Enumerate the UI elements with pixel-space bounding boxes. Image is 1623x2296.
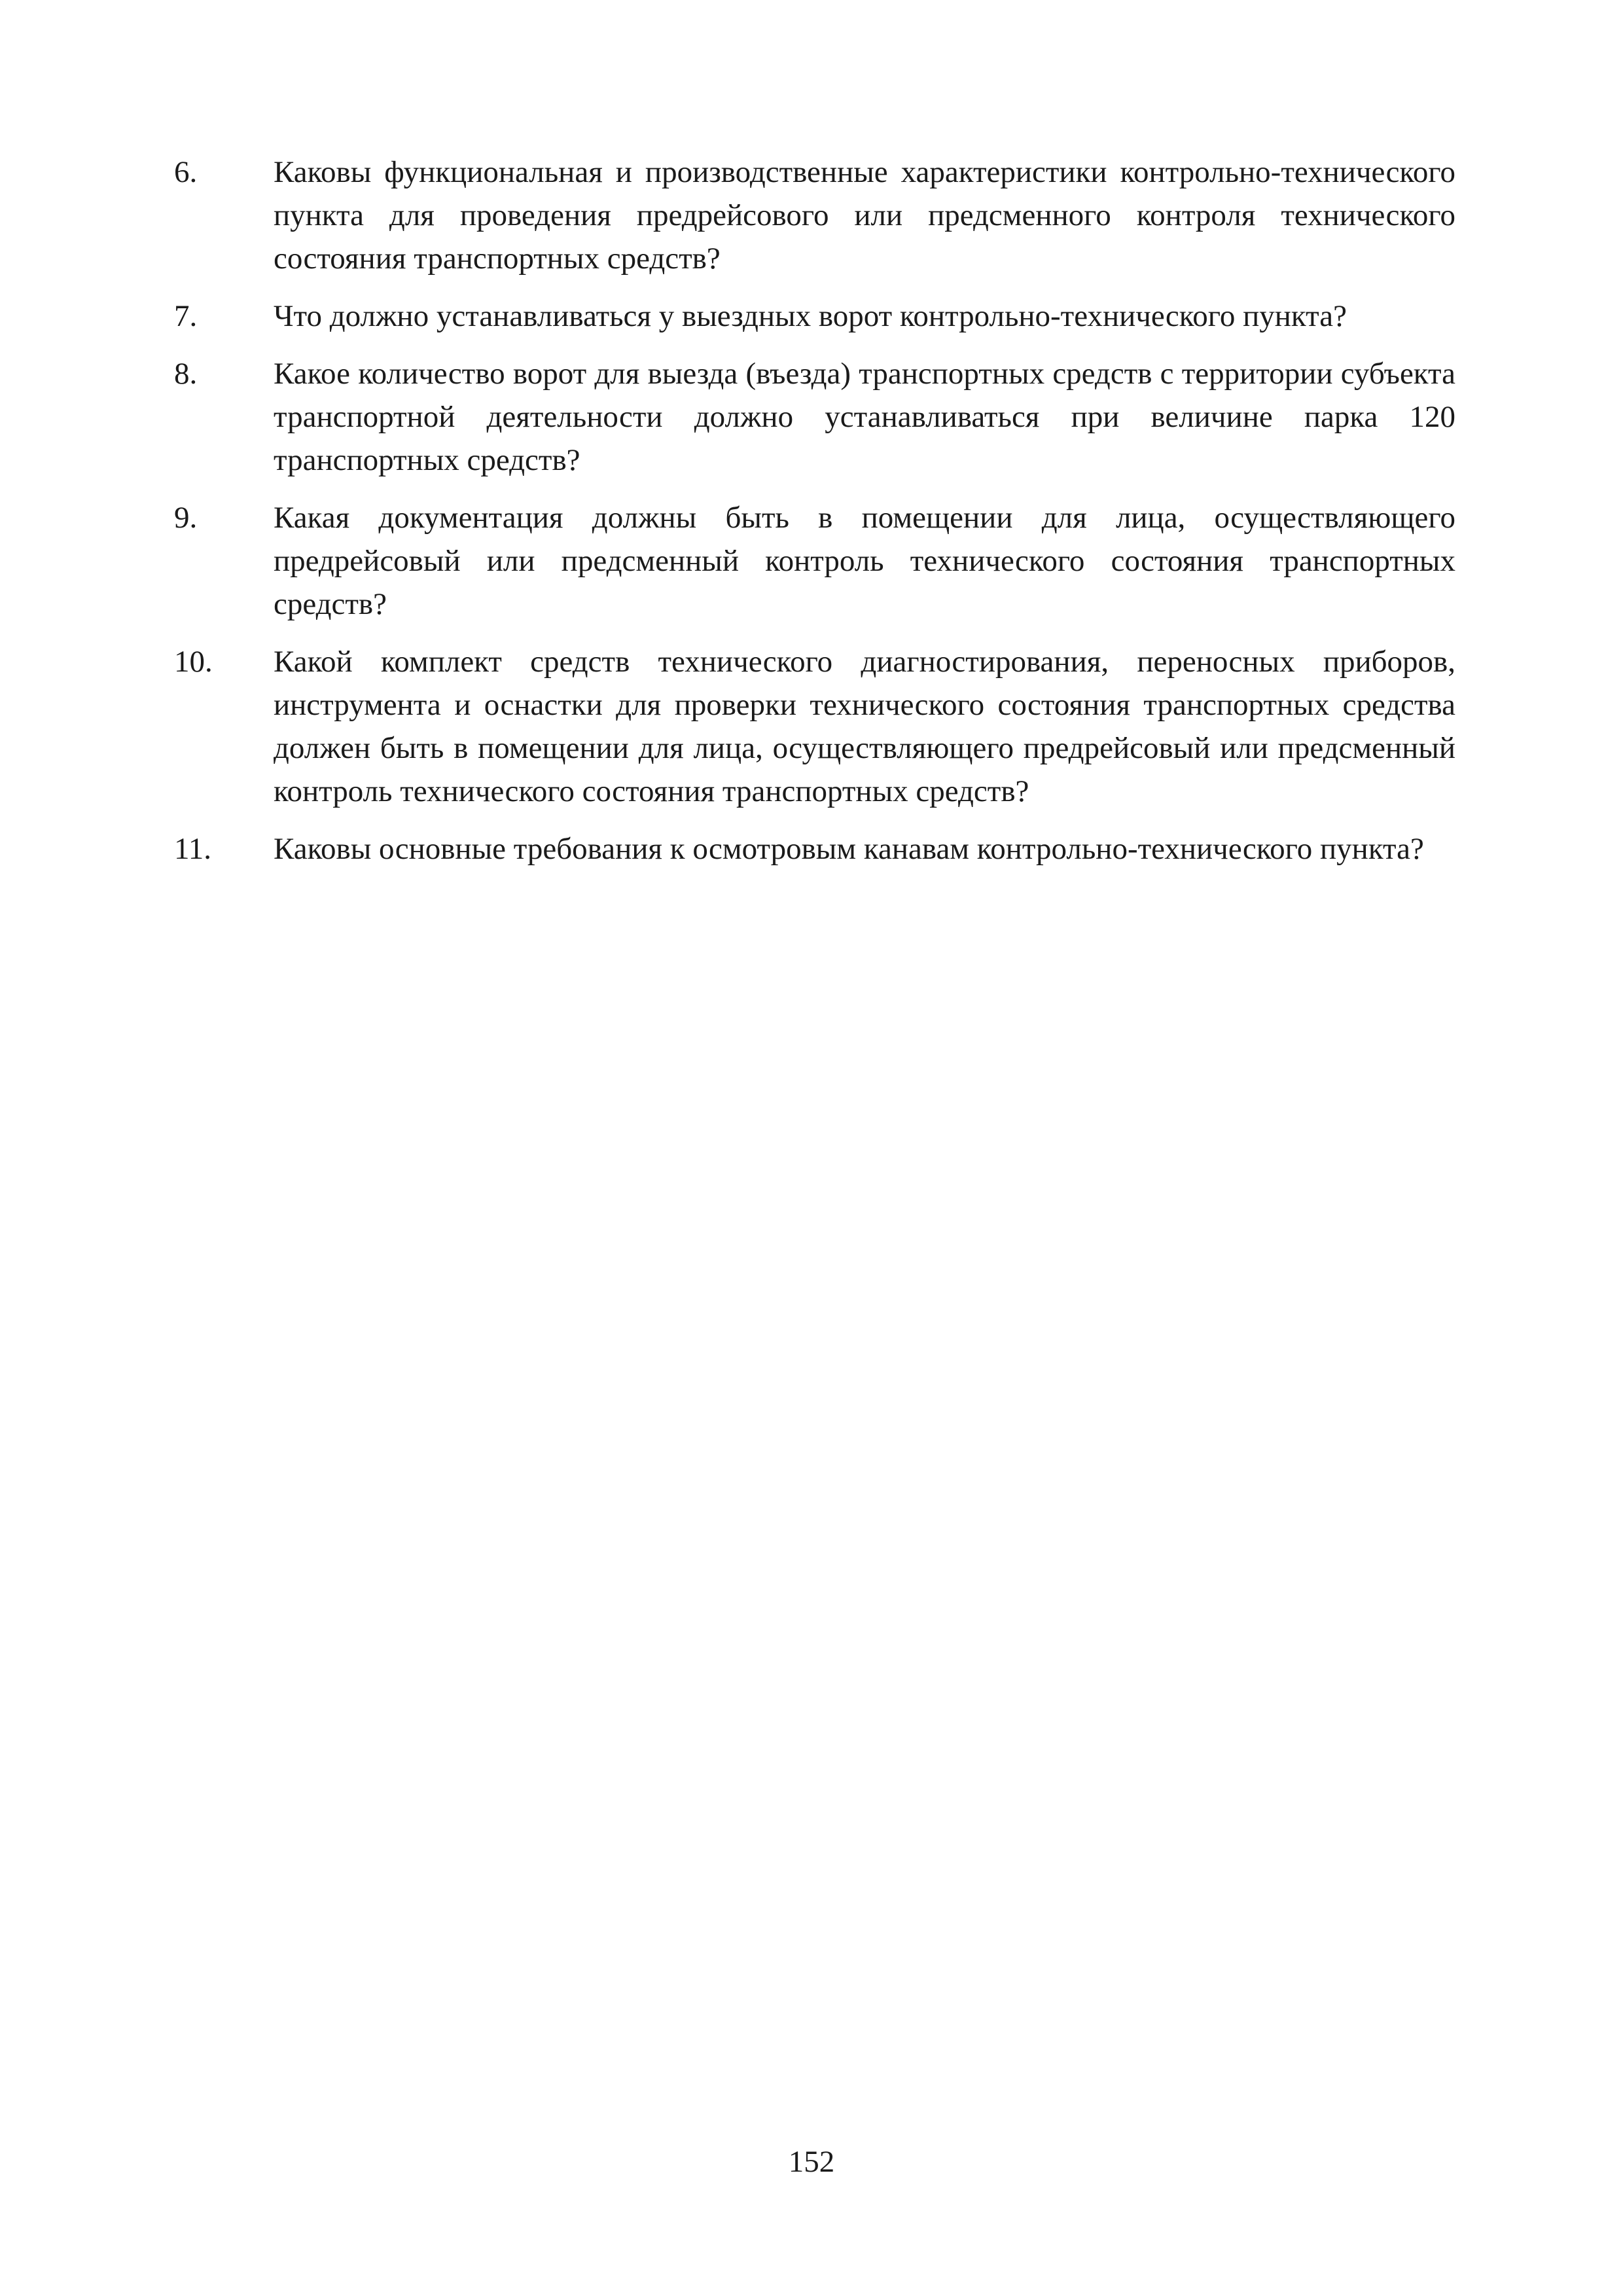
question-text: Какое количество ворот для выезда (въезда) транспортных средств с территории субъекта транспортной деятельности должно устанавливаться при величине парка 120 транспортных средств?: [274, 357, 1455, 477]
question-number: 6.: [174, 155, 198, 189]
question-text: Каковы функциональная и производственные характеристики контрольно-технического пункта для проведения предрейсового или предсменного контроля технического состояния транспортных средств?: [274, 155, 1455, 276]
page-number: 152: [788, 2145, 835, 2179]
question-item: [174, 352, 1455, 482]
question-number: 8.: [174, 357, 198, 391]
question-number: 10.: [174, 645, 213, 679]
question-number: 9.: [174, 501, 198, 535]
question-number: 7.: [174, 299, 198, 333]
question-text: Каковы основные требования к осмотровым канавам контрольно-технического пункта?: [274, 832, 1424, 866]
question-list: [174, 151, 1455, 885]
question-item: [174, 827, 1455, 870]
question-item: [174, 295, 1455, 338]
question-number: 11.: [174, 832, 212, 866]
question-text: Какая документация должны быть в помещении для лица, осуществляющего предрейсовый или предсменный контроль технического состояния транспортных средств?: [274, 501, 1455, 621]
question-text: Какой комплект средств технического диагностирования, переносных приборов, инструмента и оснастки для проверки технического состояния транспортных средства должен быть в помещении для лица, осуществляющего предрейсовый или предсменный контроль технического состояния транспортных средств?: [274, 645, 1455, 808]
question-item: [174, 151, 1455, 280]
question-item: [174, 640, 1455, 813]
question-text: Что должно устанавливаться у выездных ворот контрольно-технического пункта?: [274, 299, 1347, 333]
question-item: [174, 496, 1455, 626]
